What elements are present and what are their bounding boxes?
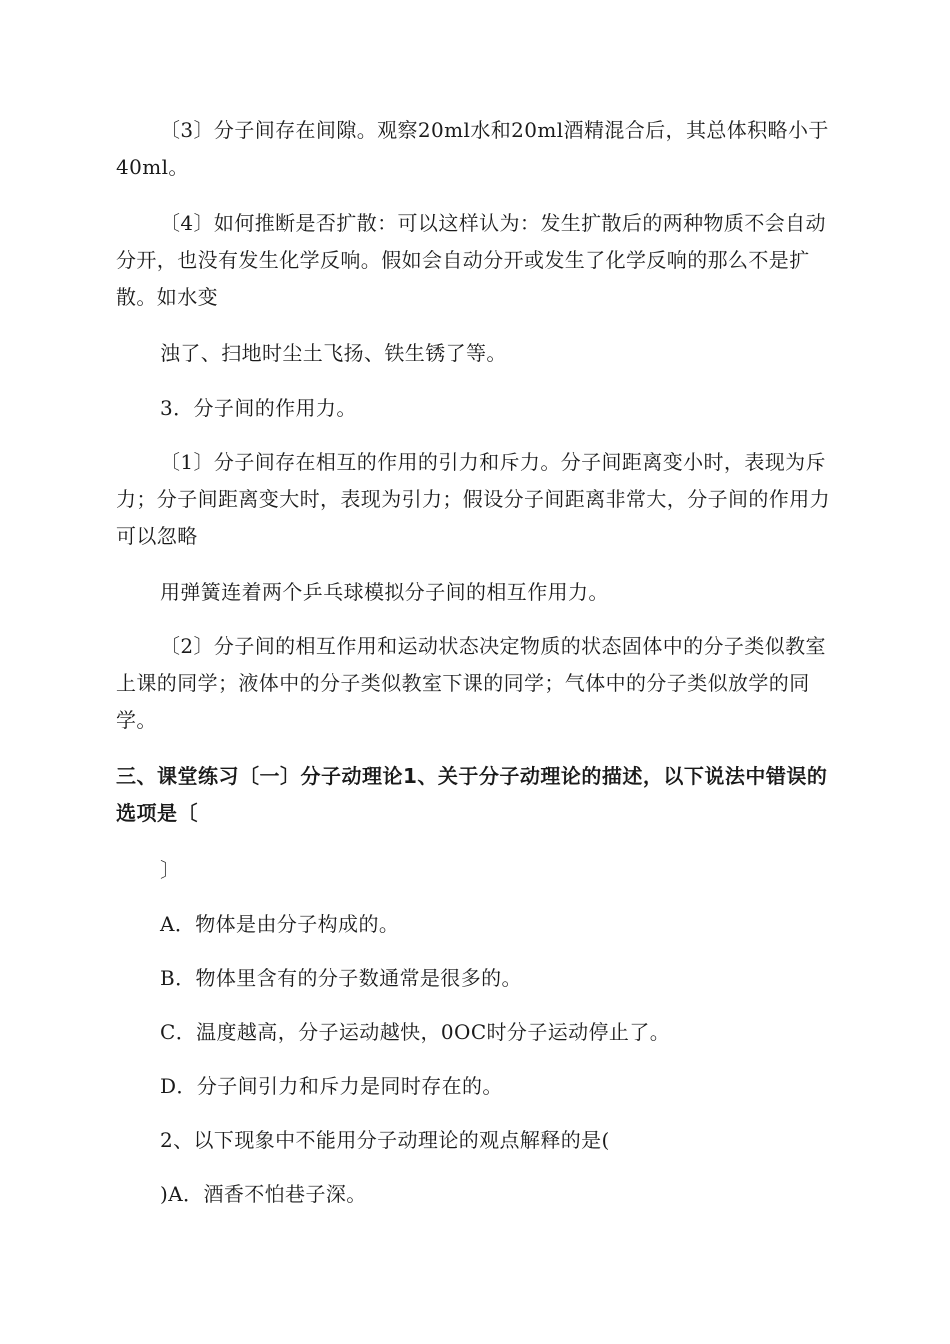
question1-option-c: C．温度越高，分子运动越快，0OC时分子运动停止了。 <box>160 1020 671 1044</box>
paragraph-spring-model: 用弹簧连着两个乒乓球模拟分子间的相互作用力。 <box>160 580 609 604</box>
question2-stem: 2、以下现象中不能用分子动理论的观点解释的是( <box>160 1128 610 1152</box>
question1-option-b: B．物体里含有的分子数通常是很多的。 <box>160 966 522 990</box>
paragraph-attraction-repulsion: 〔1〕分子间存在相互的作用的引力和斥力。分子间距离变小时，表现为斥力；分子间距离变大时，表现为引力；假设分子间距离非常大，分子间的作用力可以忽略 <box>116 450 830 548</box>
question1-bracket-close: 〕 <box>160 858 181 882</box>
question1-option-d: D．分子间引力和斥力是同时存在的。 <box>160 1074 503 1098</box>
paragraph-states-of-matter: 〔2〕分子间的相互作用和运动状态决定物质的状态固体中的分子类似教室上课的同学；液体中的分子类似教室下课的同学；气体中的分子类似放学的同学。 <box>116 634 826 732</box>
section-title-molecular-force: 3．分子间的作用力。 <box>160 396 357 420</box>
paragraph-diffusion-examples: 浊了、扫地时尘土飞扬、铁生锈了等。 <box>160 341 507 365</box>
paragraph-molecular-gap: 〔3〕分子间存在间隙。观察20ml水和20ml酒精混合后，其总体积略小于40ml。 <box>116 118 829 179</box>
exercise-heading: 三、课堂练习〔一〕分子动理论1、关于分子动理论的描述，以下说法中错误的选项是〔 <box>116 764 828 825</box>
question2-option-a: )A．酒香不怕巷子深。 <box>160 1182 367 1206</box>
paragraph-diffusion-judgement: 〔4〕如何推断是否扩散：可以这样认为：发生扩散后的两种物质不会自动分开，也没有发生化学反响。假如会自动分开或发生了化学反响的那么不是扩散。如水变 <box>116 211 826 309</box>
question1-option-a: A．物体是由分子构成的。 <box>160 912 400 936</box>
